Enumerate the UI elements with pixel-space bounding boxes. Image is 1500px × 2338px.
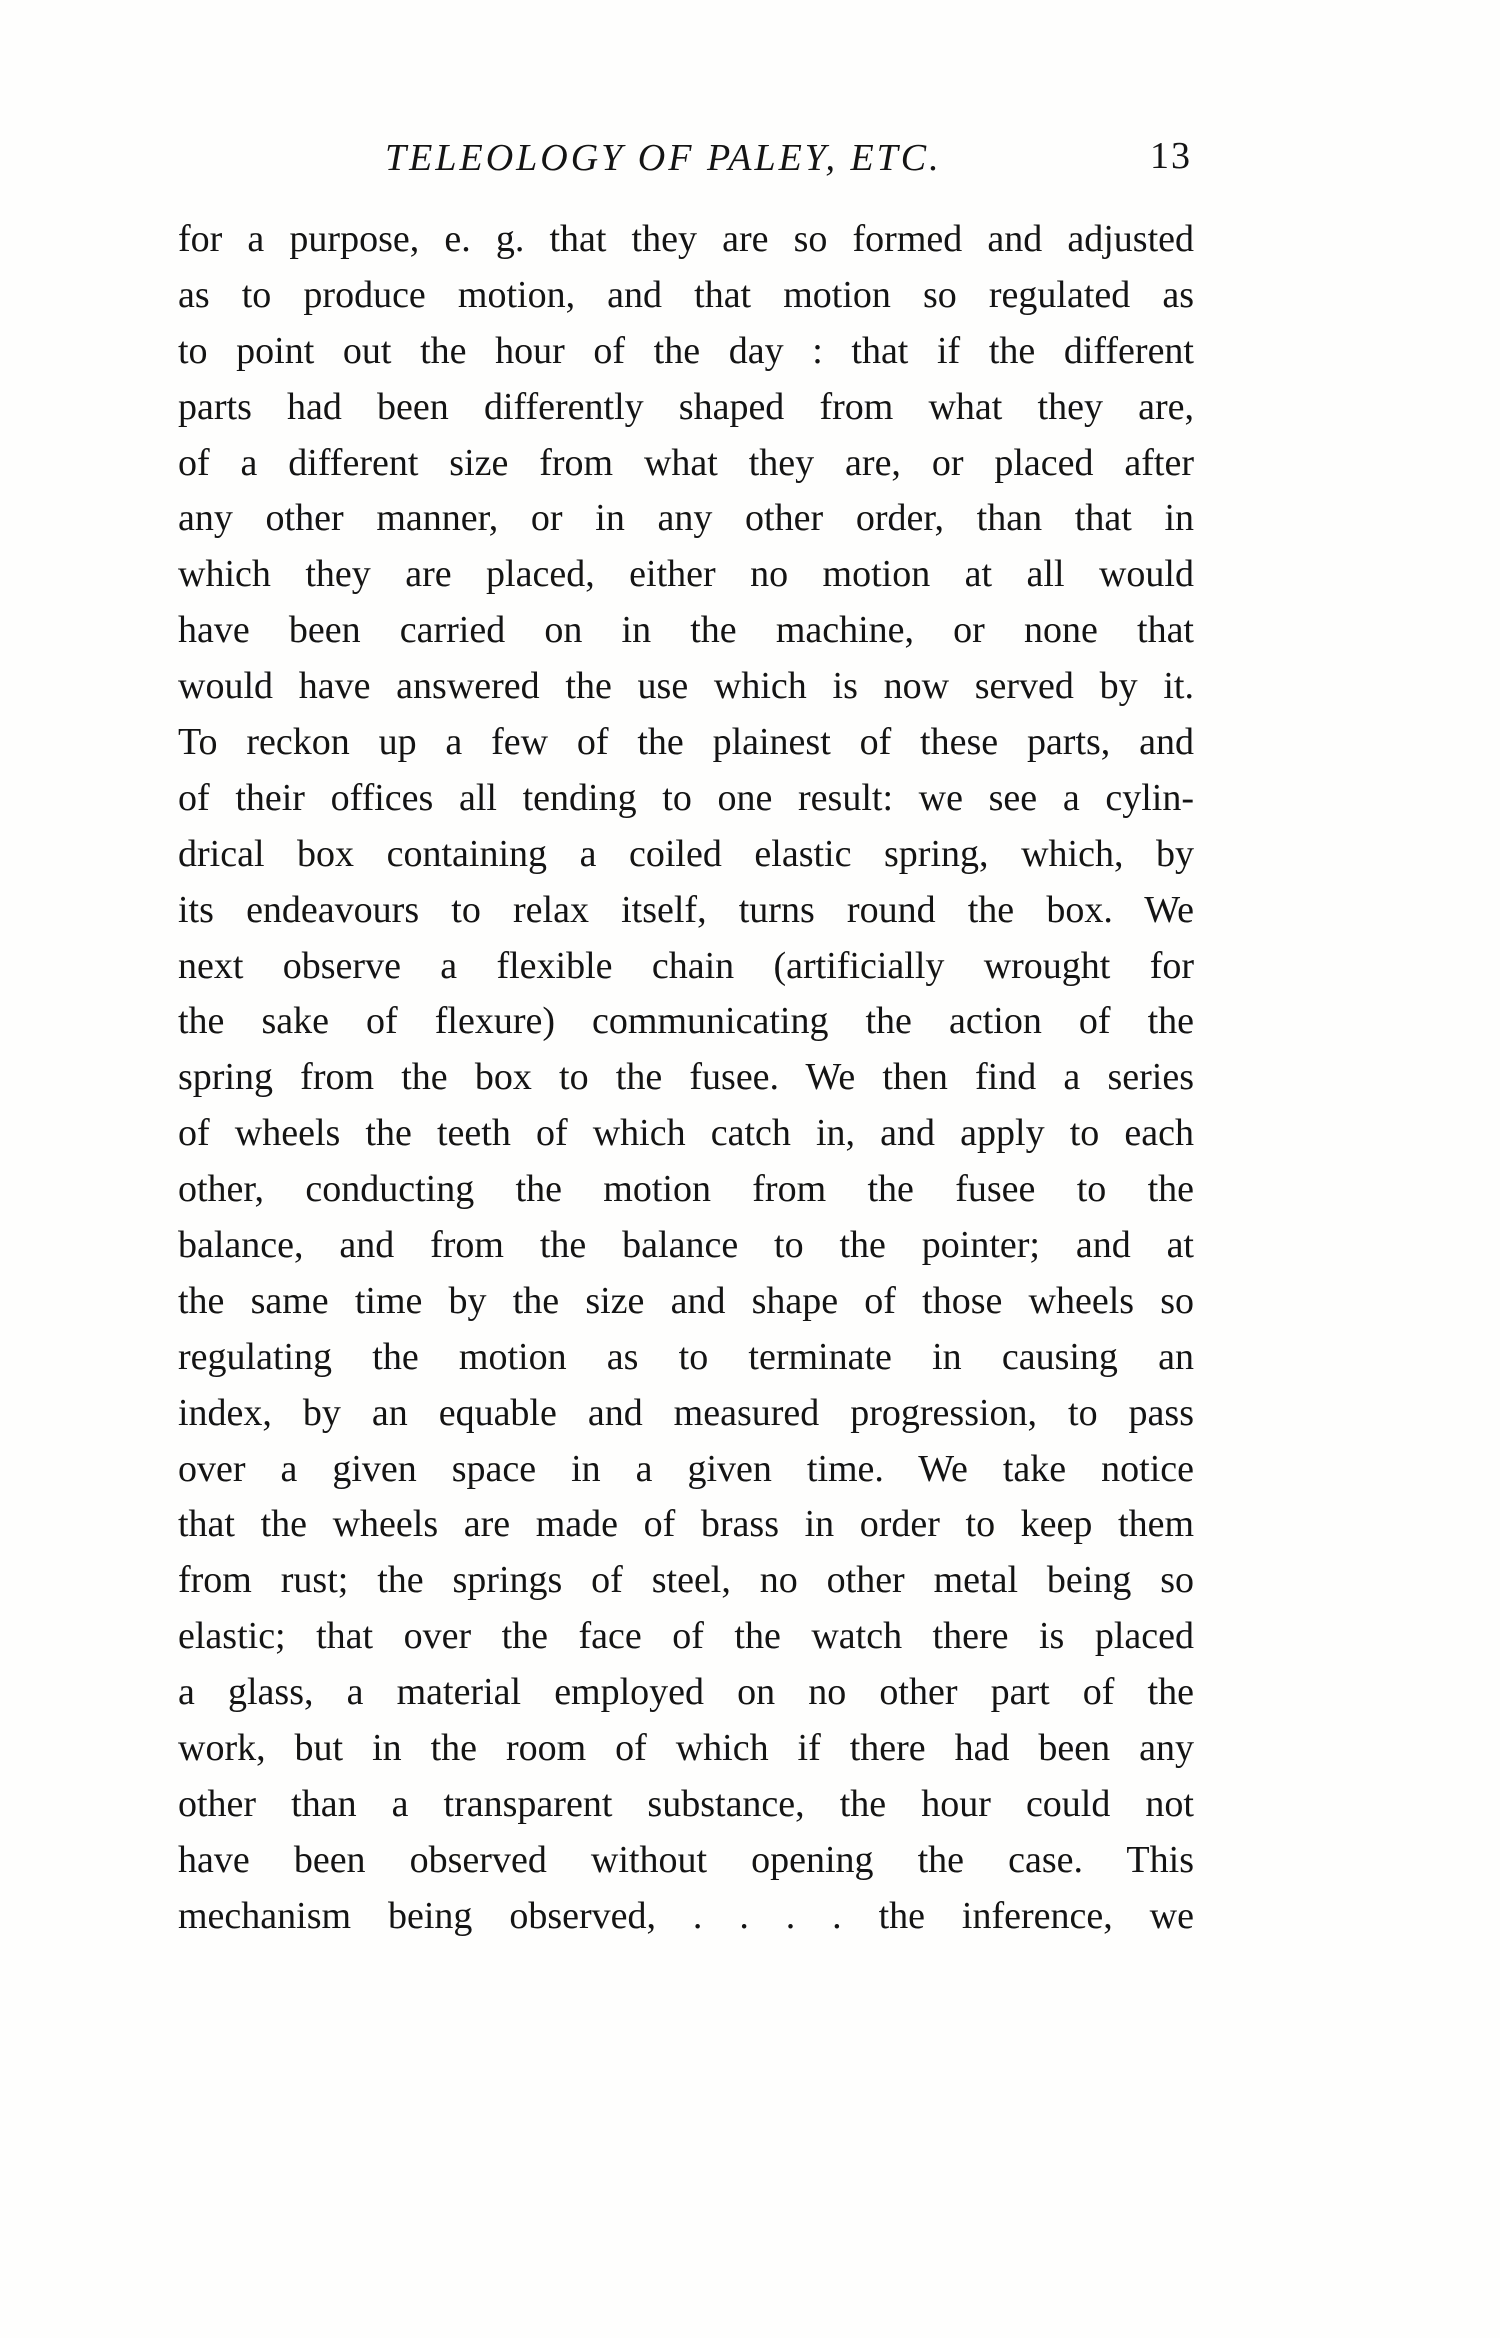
text-line: have been carried on in the machine, or none that [178,609,1194,652]
text-line: as to produce motion, and that motion so regulated as [178,273,1194,316]
text-line: other than a transparent substance, the hour could not [178,1782,1194,1825]
text-line: elastic; that over the face of the watch there is placed [178,1615,1194,1658]
text-line: next observe a flexible chain (artificially wrought for [178,944,1194,987]
text-line: of wheels the teeth of which catch in, and apply to each [178,1112,1194,1155]
text-line: spring from the box to the fusee. We then find a series [178,1056,1194,1099]
text-line: regulating the motion as to terminate in causing an [178,1335,1194,1378]
text-line: the same time by the size and shape of those wheels so [178,1279,1194,1322]
text-line: which they are placed, either no motion at all would [178,553,1194,596]
text-line: the sake of flexure) communicating the action of the [178,1000,1194,1043]
text-line: other, conducting the motion from the fusee to the [178,1168,1194,1211]
text-line: from rust; the springs of steel, no other metal being so [178,1559,1194,1602]
running-head [180,132,1192,192]
body-text [178,212,1194,1945]
text-line: of their offices all tending to one result: we see a cylin- [178,776,1194,819]
text-line: that the wheels are made of brass in order to keep them [178,1503,1194,1546]
page-number: 13 [1150,135,1192,177]
text-line: for a purpose, e. g. that they are so formed and adjusted [178,218,1194,260]
text-line: over a given space in a given time. We take notice [178,1447,1194,1490]
text-line: To reckon up a few of the plainest of these parts, and [178,721,1194,764]
text-line: any other manner, or in any other order, than that in [178,497,1194,540]
running-title: TELEOLOGY OF PALEY, ETC. [385,137,942,179]
text-line: have been observed without opening the case. This [178,1838,1194,1881]
text-line: parts had been differently shaped from what they are, [178,385,1194,428]
text-line: of a different size from what they are, or placed after [178,441,1194,484]
text-line: would have answered the use which is now served by it. [178,665,1194,708]
text-line: balance, and from the balance to the pointer; and at [178,1224,1194,1267]
text-line: drical box containing a coiled elastic spring, which, by [178,832,1194,875]
text-line: a glass, a material employed on no other part of the [178,1671,1194,1714]
text-line: index, by an equable and measured progression, to pass [178,1391,1194,1434]
text-line: mechanism being observed, . . . . the inference, we [178,1894,1194,1937]
text-line: to point out the hour of the day : that if the different [178,329,1194,372]
text-line: work, but in the room of which if there had been any [178,1727,1194,1770]
text-line: its endeavours to relax itself, turns round the box. We [178,888,1194,931]
